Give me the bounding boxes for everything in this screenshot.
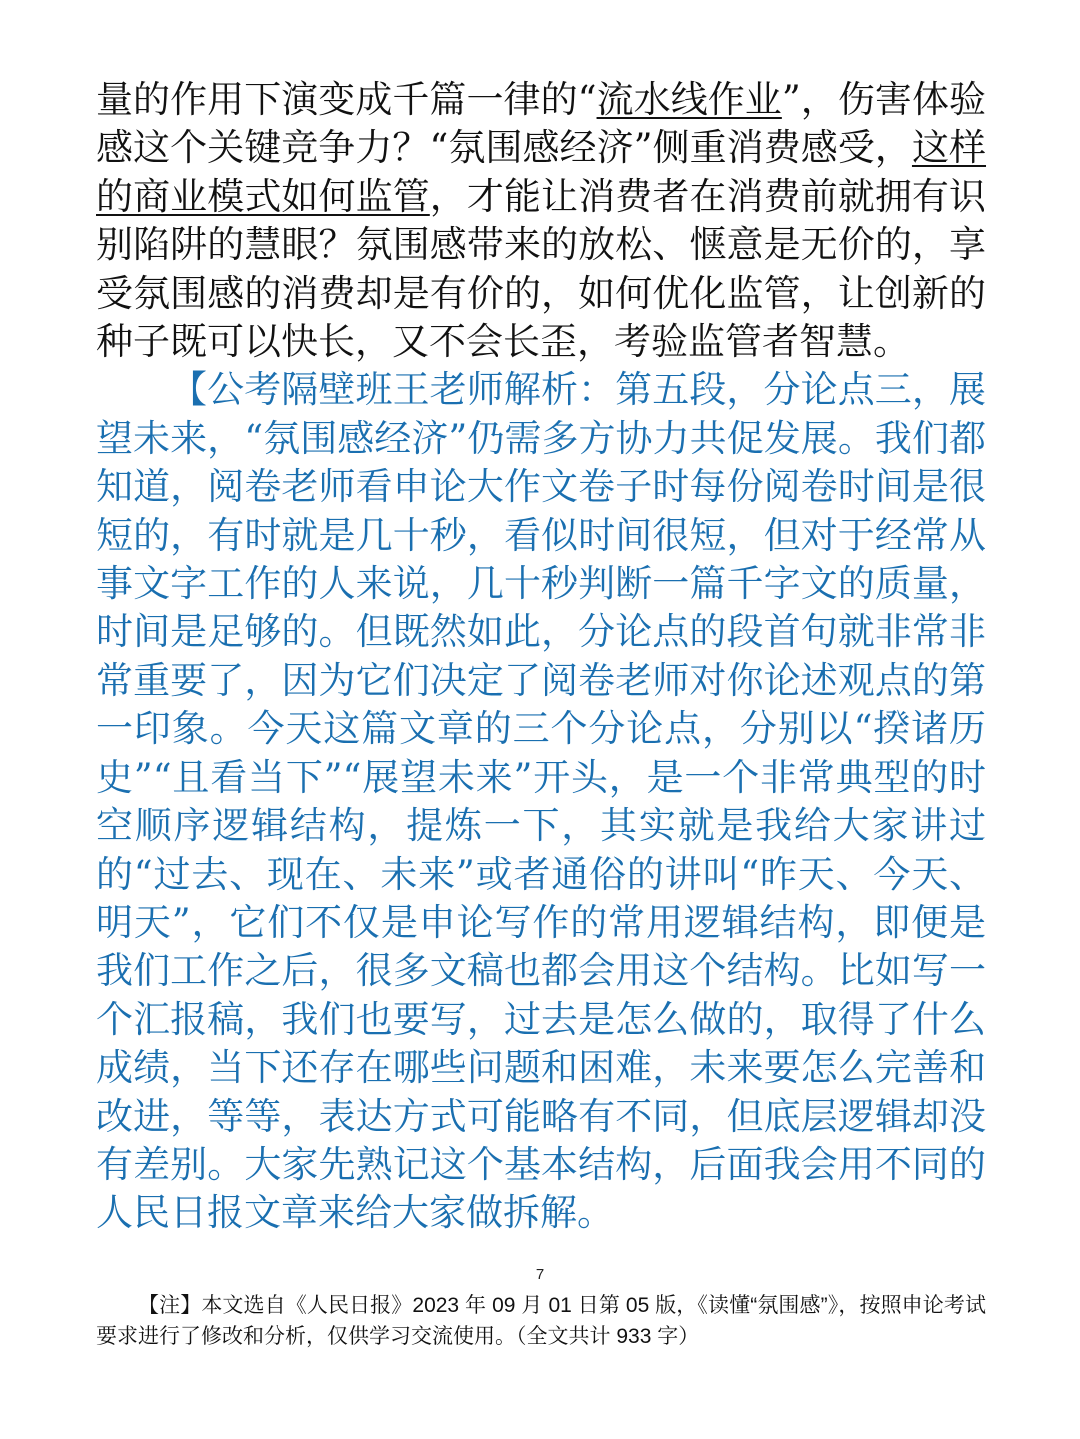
source-note: 【注】本文选自《人民日报》2023 年 09 月 01 日第 05 版，《读懂“氛围感”》，按照申论考试要求进行了修改和分析，仅供学习交流使用。（全文共计 933 字）: [96, 1294, 986, 1348]
page-number: 7: [535, 1266, 545, 1283]
underlined-phrase: 流水线作业: [596, 78, 782, 121]
article-body: [96, 76, 986, 1238]
analysis-paragraph: 【公考隔壁班王老师解析：第五段，分论点三，展望未来，“氛围感经济”仍需多方协力共促发展。我们都知道，阅卷老师看申论大作文卷子时每份阅卷时间是很短的，有时就是几十秒，看似时间很短，但对于经常从事文字工作的人来说，几十秒判断一篇千字文的质量，时间是足够的。但既然如此，分论点的段首句就非常非常重要了，因为它们决定了阅卷老师对你论述观点的第一印象。今天这篇文章的三个分论点，分别以“揆诸历史”“且看当下”“展望未来”开头，是一个非常典型的时空顺序逻辑结构，提炼一下，其实就是我给大家讲过的“过去、现在、未来”或者通俗的讲叫“昨天、今天、明天”，它们不仅是申论写作的常用逻辑结构，即便是我们工作之后，很多文稿也都会用这个结构。比如写一个汇报稿，我们也要写，过去是怎么做的，取得了什么成绩，当下还存在哪些问题和困难，未来要怎么完善和改进，等等，表达方式可能略有不同，但底层逻辑却没有差别。大家先熟记这个基本结构，后面我会用不同的人民日报文章来给大家做拆解。: [96, 368, 986, 1235]
text-segment: ，才能让消费者在消费前就拥有识别陷阱的慧眼？氛围感带来的放松、惬意是无价的，享受氛围感的消费却是有价的，如何优化监管，让创新的种子既可以快长，又不会长歪，考验监管者智慧。: [96, 174, 987, 364]
text-segment: ”，伤害体验感这个关键竞争力？“氛围感经济”侧重消费感受，: [96, 78, 986, 170]
underlined-phrase: 这样的商业模式如何监管: [96, 126, 987, 218]
article-paragraph: [96, 76, 986, 366]
text-segment: 量的作用下演变成千篇一律的“: [96, 78, 597, 121]
